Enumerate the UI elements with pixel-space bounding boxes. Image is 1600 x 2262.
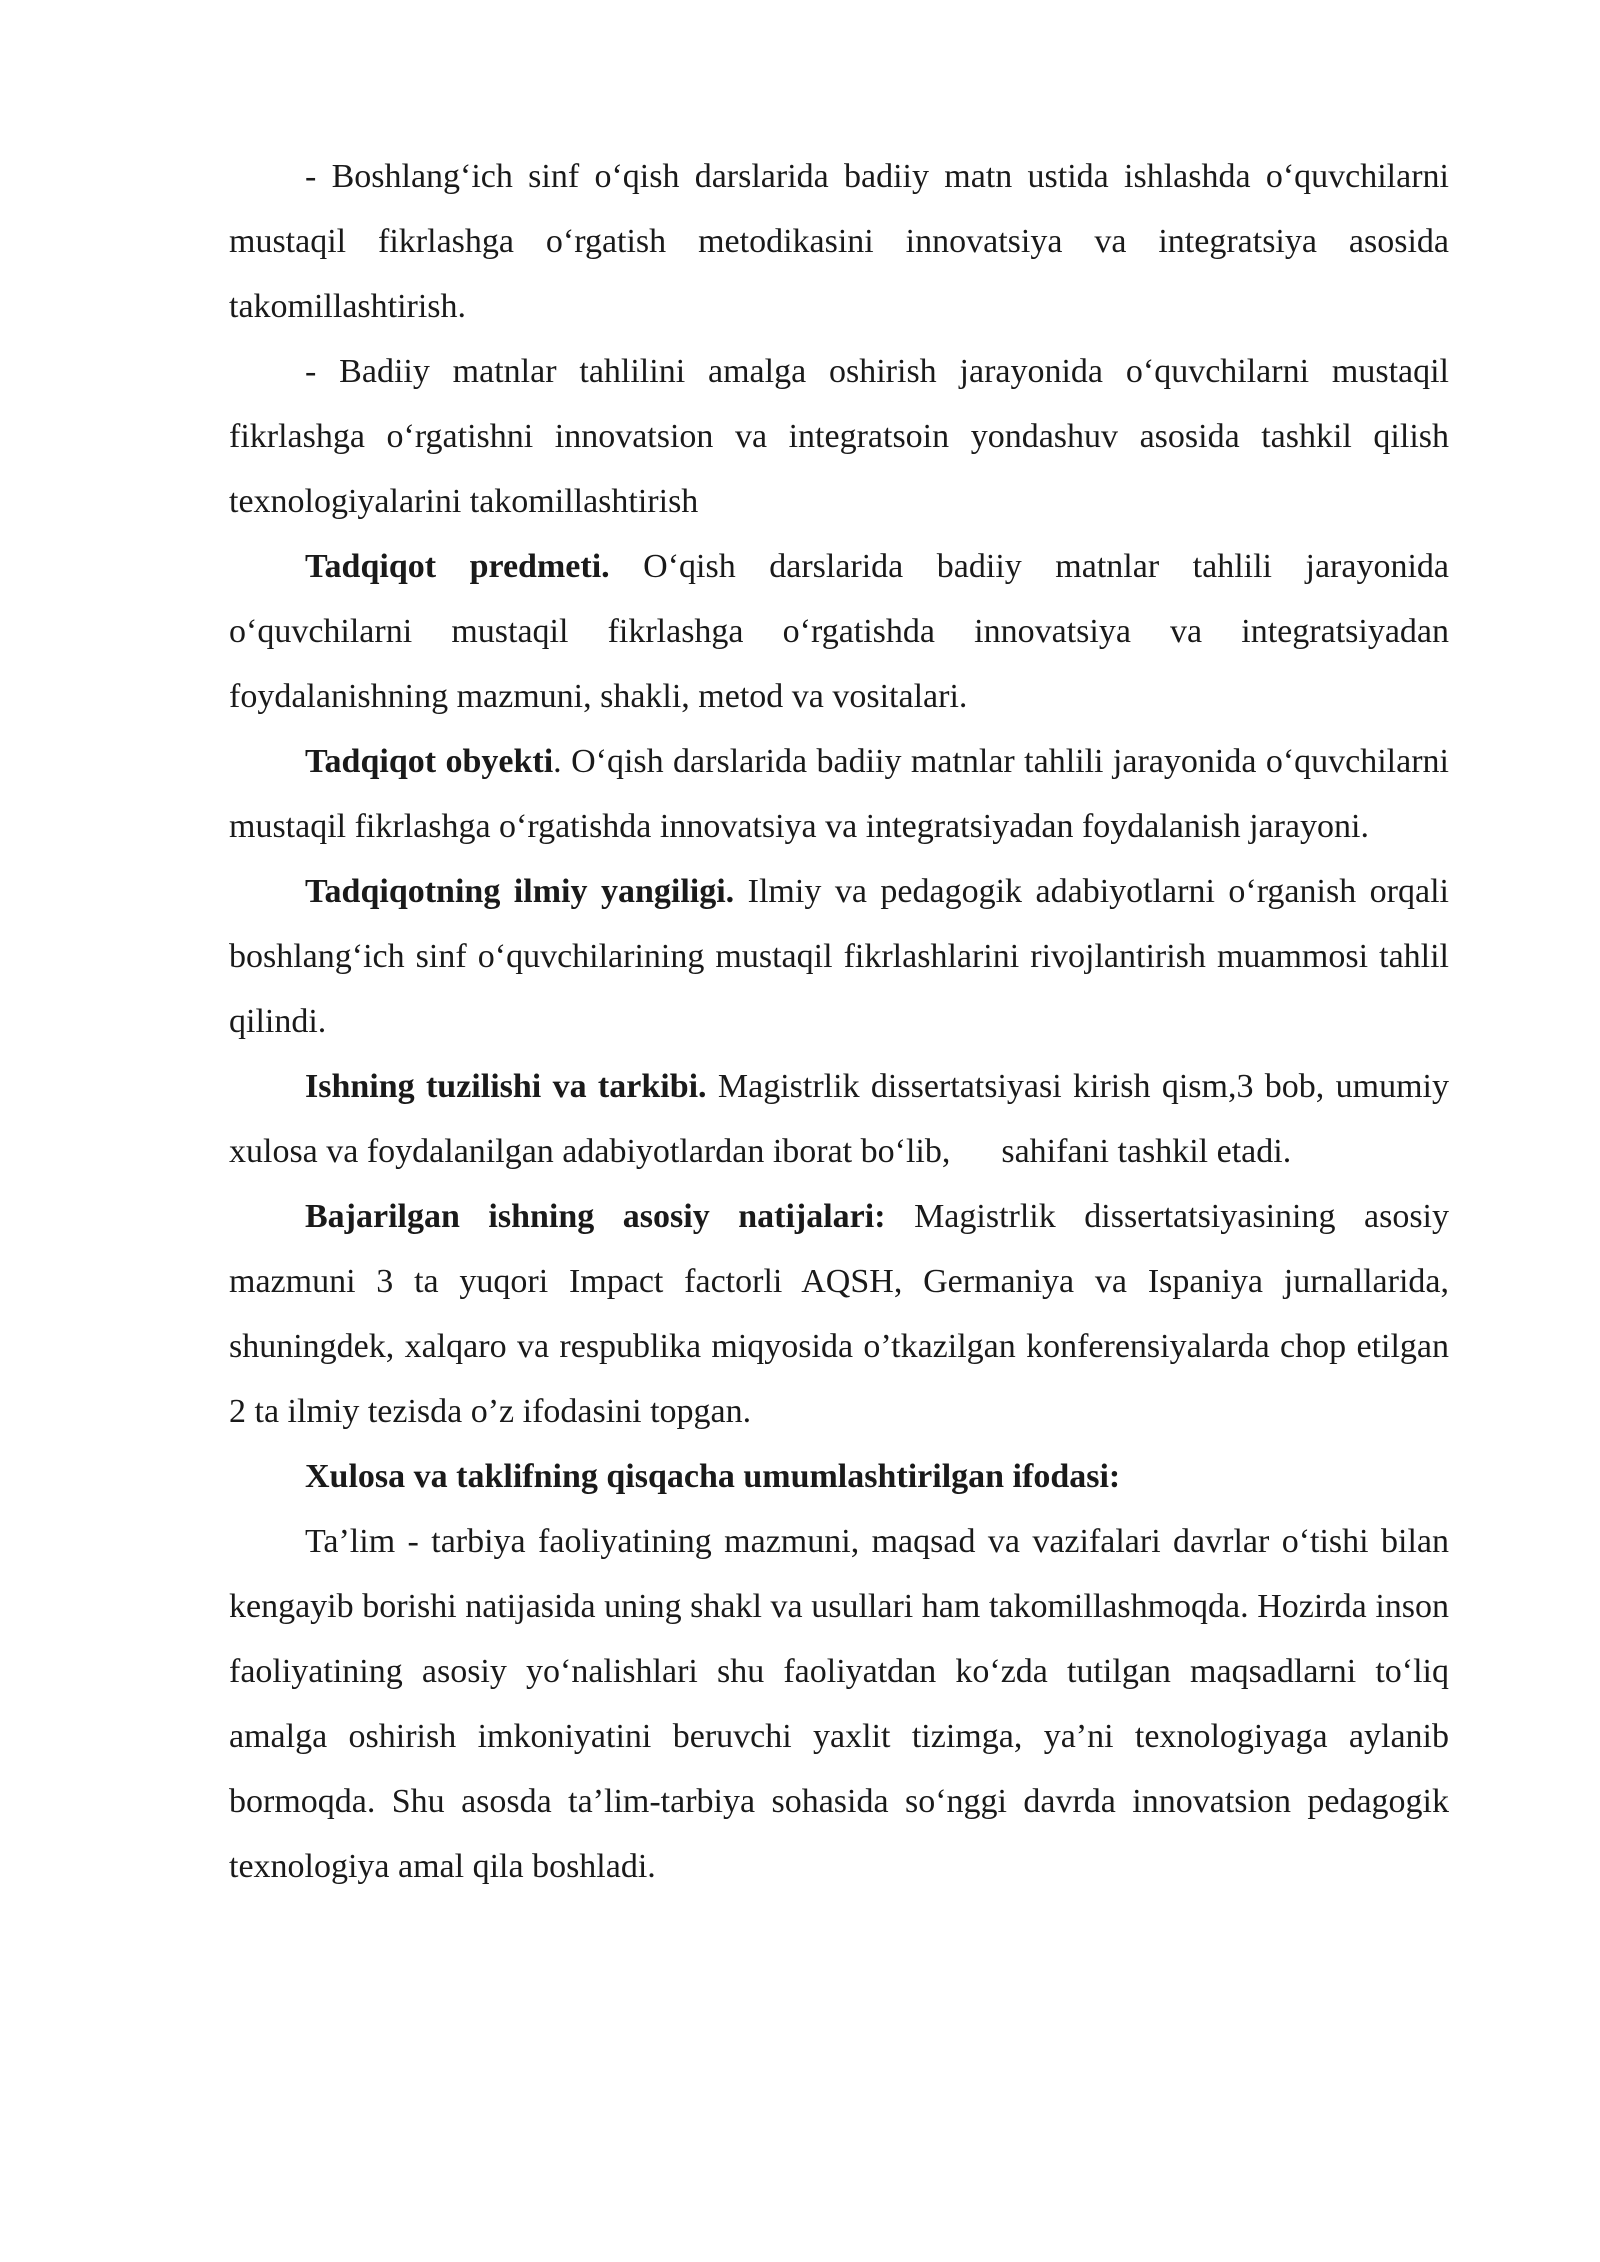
- paragraph-heading: Tadqiqot predmeti.: [305, 548, 610, 585]
- paragraph-objective-1: [229, 144, 1449, 339]
- paragraph-text: Magistrlik dissertatsiyasi kirish qism,3 bob, umumiy xulosa va foydalanilgan adabiyotlardan iborat bo‘lib, sahifani tashkil etadi.: [229, 1068, 1458, 1170]
- paragraph-work-structure: [229, 1054, 1458, 1184]
- paragraph-conclusion-body: [229, 1509, 1449, 1899]
- paragraph-text: - Badiiy matnlar tahlilini amalga oshirish jarayonida o‘quvchilarni mustaqil fikrlashga o‘rgatishni innovatsion va integratsoin yondashuv asosida tashkil qilish texnologiyalarini takomillashtirish: [229, 353, 1449, 520]
- paragraph-text: Ilmiy va pedagogik adabiyotlarni o‘rganish orqali boshlang‘ich sinf o‘quvchilarining mustaqil fikrlashlarini rivojlantirish muammosi tahlil qilindi.: [229, 873, 1449, 1040]
- paragraph-scientific-novelty: [229, 859, 1449, 1054]
- paragraph-heading: Tadqiqotning ilmiy yangiligi.: [305, 873, 735, 910]
- paragraph-main-results: [229, 1184, 1449, 1444]
- paragraph-heading: Ishning tuzilishi va tarkibi.: [305, 1068, 707, 1105]
- paragraph-heading: Bajarilgan ishning asosiy natijalari:: [305, 1198, 886, 1235]
- paragraph-heading: Tadqiqot obyekti: [305, 743, 554, 780]
- paragraph-text: - Boshlang‘ich sinf o‘qish darslarida badiiy matn ustida ishlashda o‘quvchilarni mustaqil fikrlashga o‘rgatish metodikasini innovatsiya va integratsiya asosida takomillashtirish.: [229, 158, 1449, 325]
- paragraph-research-subject: [229, 534, 1449, 729]
- paragraph-text: Ta’lim - tarbiya faoliyatining mazmuni, maqsad va vazifalari davrlar o‘tishi bilan kengayib borishi natijasida uning shakl va usullari ham takomillashmoqda. Hozirda inson faoliyatining asosiy yo‘nalishlari shu faoliyatdan ko‘zda tutilgan maqsadlarni to‘liq amalga oshirish imkoniyatini beruvchi yaxlit tizimga, ya’ni texnologiyaga aylanib bormoqda. Shu asosda ta’lim-tarbiya sohasida so‘nggi davrda innovatsion pedagogik texnologiya amal qila boshladi.: [229, 1523, 1449, 1885]
- document-page: [229, 144, 1458, 1899]
- paragraph-text: . O‘qish darslarida badiiy matnlar tahlili jarayonida o‘quvchilarni mustaqil fikrlashga o‘rgatishda innovatsiya va integratsiyadan foydalanish jarayoni.: [229, 743, 1449, 845]
- paragraph-conclusion-heading: [229, 1444, 1449, 1509]
- paragraph-objective-2: [229, 339, 1449, 534]
- paragraph-text: Magistrlik dissertatsiyasining asosiy mazmuni 3 ta yuqori Impact factorli AQSH, Germaniya va Ispaniya jurnallarida, shuningdek, xalqaro va respublika miqyosida o’tkazilgan konferensiyalarda chop etilgan 2 ta ilmiy tezisda o’z ifodasini topgan.: [229, 1198, 1449, 1430]
- paragraph-text: O‘qish darslarida badiiy matnlar tahlili jarayonida o‘quvchilarni mustaqil fikrlashga o‘rgatishda innovatsiya va integratsiyadan foydalanishning mazmuni, shakli, metod va vositalari.: [229, 548, 1449, 715]
- paragraph-heading: Xulosa va taklifning qisqacha umumlashtirilgan ifodasi:: [305, 1458, 1121, 1495]
- paragraph-research-object: [229, 729, 1449, 859]
